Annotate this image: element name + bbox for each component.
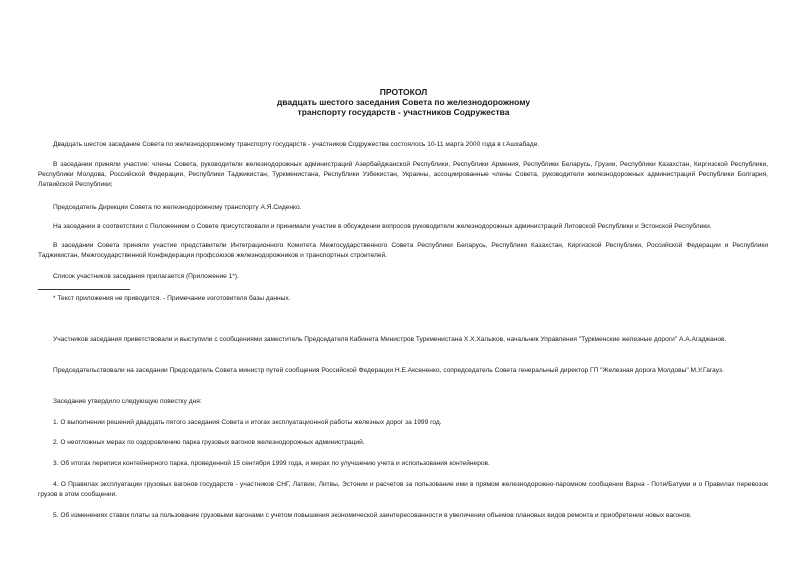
paragraph-chairs: Председательствовали на заседании Председатель Совета министр путей сообщения Российской Федерации Н.Е.Аксененко, сопредседатель Совета генеральный директор ГП "Железная дорога Молдовы" М.У.Гагауз. (53, 367, 724, 374)
document-subtitle-line-2: транспорту государств - участников Содружества (297, 107, 510, 117)
document-title: ПРОТОКОЛ (379, 87, 428, 97)
paragraph-greetings: Участников заседания приветствовали и выступили с сообщениями заместитель Председателя Кабинета Министров Туркменистана Х.Х.Халыков, начальник Управления "Туркменские железные дороги" А.А.Агаджанов. (53, 336, 727, 343)
paragraph-observers: На заседании в соответствии с Положением о Совете присутствовали и принимали участие в обсуждении вопросов руководители железнодорожных администраций Литовской Республики и Эстонской Республики. (53, 223, 712, 230)
paragraph-participants: В заседании приняли участие: члены Совета, руководители железнодорожных администраций Азербайджанской Республики, Республики Армения, Республики Беларусь, Грузии, Республики Казахстан, Киргизской Республики, Республики Молдова, Российской Федерации, Республики Таджикистан, Туркменистана, Республики Узбекистан, Украины, ассоциированные члены Совета, руководители железнодорожных администраций Республики Болгария, Латвийской Республики; (38, 161, 768, 189)
agenda-item-2: 2. О неотложных мерах по оздоровлению парка грузовых вагонов железнодорожных администраций. (53, 439, 365, 446)
document-heading (0, 87, 807, 117)
agenda-item-1: 1. О выполнении решений двадцать пятого заседания Совета и итогах эксплуатационной работы железных дорог за 1999 год. (53, 419, 442, 426)
agenda-item-3: 3. Об итогах переписи контейнерного парка, проведенной 15 сентября 1999 года, и мерах по улучшению учета и использования контейнеров. (53, 460, 490, 467)
agenda-item-4: 4. О Правилах эксплуатации грузовых вагонов государств - участников СНГ, Латвии, Литвы, Эстонии и расчетов за пользование ими в прямом железнодорожно-паромном сообщении Варна - Поти/Батуми и о Правилах перевозок грузов в этом сообщении. (38, 481, 768, 499)
paragraph-chairman-directorate: Председатель Дирекции Совета по железнодорожному транспорту А.Я.Сиденко. (53, 204, 302, 211)
paragraph-agenda-intro: Заседание утвердило следующую повестку дня: (53, 398, 202, 405)
paragraph-participant-list: Список участников заседания прилагается (Приложение 1*). (53, 273, 239, 280)
document-subtitle-line-1: двадцать шестого заседания Совета по железнодорожному (276, 97, 531, 107)
footnote-divider (38, 289, 130, 290)
paragraph-intro: Двадцать шестое заседание Совета по железнодорожному транспорту государств - участников Содружества состоялось 10-11 марта 2000 года в г.Ашхабаде. (53, 141, 540, 148)
footnote: * Текст приложения не приводится. - Примечание изготовителя базы данных. (53, 295, 291, 302)
agenda-item-5: 5. Об изменениях ставок платы за пользование грузовыми вагонами с учетом повышения экономической заинтересованности в увеличении объемов плановых видов ремонта и приобретении новых вагонов. (53, 512, 692, 519)
paragraph-representatives: В заседании Совета приняли участие представители Интеграционного Комитета Межгосударственного Совета Республики Беларусь, Республики Казахстан, Киргизской Республики, Российской Федерации и Республики Таджикистан, Межгосударственной Конфедерации профсоюзов железнодорожников и транспортных строителей. (38, 242, 768, 260)
